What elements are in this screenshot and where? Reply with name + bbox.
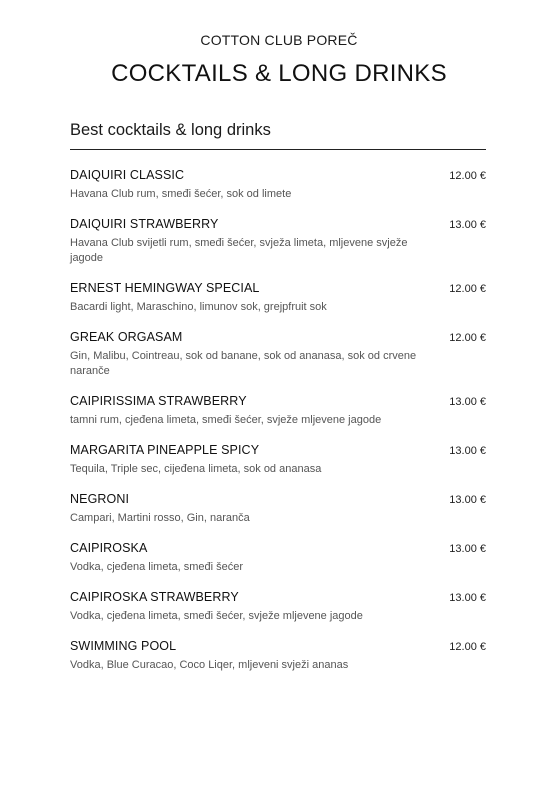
menu-item (70, 541, 486, 575)
item-description: tamni rum, cjeđena limeta, smeđi šećer, svježe mljevene jagode (70, 414, 382, 426)
item-price: 13.00 € (449, 543, 486, 555)
item-name: SWIMMING POOL (70, 639, 177, 653)
menu-item (70, 217, 486, 266)
page-title: COCKTAILS & LONG DRINKS (111, 60, 447, 87)
item-description: Vodka, cjeđena limeta, smeđi šećer (70, 561, 244, 573)
menu-item (70, 492, 486, 526)
item-description: Campari, Martini rosso, Gin, naranča (70, 512, 250, 524)
item-description: Vodka, Blue Curacao, Coco Liqer, mljeveni svježi ananas (70, 659, 349, 671)
item-description: Havana Club svijetli rum, smeđi šećer, svježa limeta, mljevene svježe jagode (70, 237, 408, 264)
menu-item (70, 590, 486, 624)
item-name: DAIQUIRI CLASSIC (70, 168, 185, 182)
item-name: CAIPIROSKA (70, 541, 148, 555)
item-description: Bacardi light, Maraschino, limunov sok, grejpfruit sok (70, 301, 327, 313)
item-price: 13.00 € (449, 445, 486, 457)
menu-items-list (70, 168, 486, 673)
item-description: Gin, Malibu, Cointreau, sok od banane, sok od ananasa, sok od crvene naranče (70, 350, 417, 377)
item-name: NEGRONI (70, 492, 130, 506)
item-price: 12.00 € (449, 283, 486, 295)
menu-item (70, 443, 486, 477)
item-price: 13.00 € (449, 592, 486, 604)
item-price: 13.00 € (449, 219, 486, 231)
item-price: 12.00 € (449, 641, 486, 653)
item-price: 12.00 € (449, 170, 486, 182)
item-name: MARGARITA PINEAPPLE SPICY (70, 443, 260, 457)
item-name: DAIQUIRI STRAWBERRY (70, 217, 219, 231)
section-title: Best cocktails & long drinks (70, 121, 486, 150)
menu-section (70, 121, 486, 688)
item-description: Tequila, Triple sec, cijeđena limeta, sok od ananasa (70, 463, 322, 475)
item-name: CAIPIRISSIMA STRAWBERRY (70, 394, 247, 408)
item-price: 13.00 € (449, 396, 486, 408)
menu-item (70, 168, 486, 202)
item-description: Havana Club rum, smeđi šećer, sok od limete (70, 188, 292, 200)
item-description: Vodka, cjeđena limeta, smeđi šećer, svježe mljevene jagode (70, 610, 363, 622)
item-name: GREAK ORGASAM (70, 330, 183, 344)
item-name: ERNEST HEMINGWAY SPECIAL (70, 281, 260, 295)
menu-item (70, 394, 486, 428)
item-price: 12.00 € (449, 332, 486, 344)
menu-item (70, 281, 486, 315)
item-name: CAIPIROSKA STRAWBERRY (70, 590, 239, 604)
venue-name: COTTON CLUB POREČ (200, 32, 358, 48)
item-price: 13.00 € (449, 494, 486, 506)
menu-item (70, 639, 486, 673)
menu-item (70, 330, 486, 379)
